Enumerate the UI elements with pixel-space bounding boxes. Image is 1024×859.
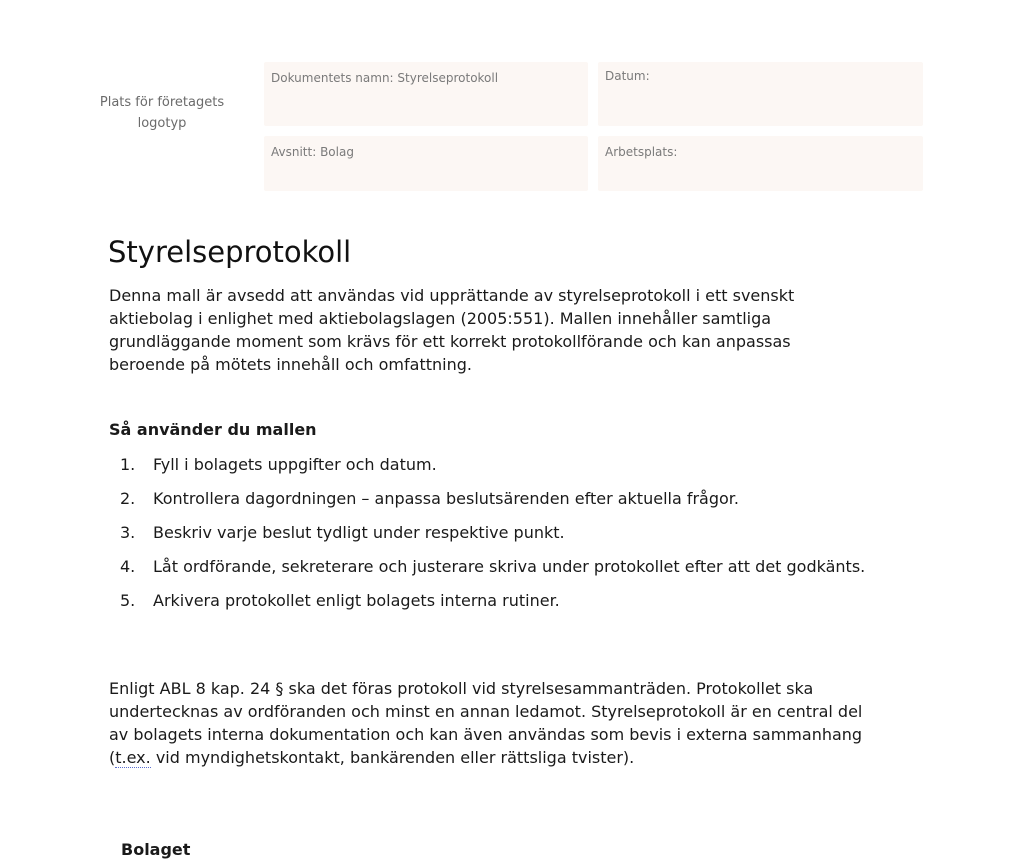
list-item-number: 2.: [120, 489, 136, 508]
howto-heading: Så använder du mallen: [109, 420, 317, 439]
page-title: Styrelseprotokoll: [108, 235, 352, 269]
date-field[interactable]: [598, 62, 923, 126]
list-item: [109, 521, 869, 544]
list-item: [109, 589, 869, 612]
company-section-heading: Bolaget: [121, 840, 191, 859]
law-paragraph: [109, 677, 879, 769]
date-label: Datum:: [605, 69, 650, 83]
list-item-text: Låt ordförande, sekreterare och justerare skriva under protokollet efter att det godkänts.: [153, 557, 866, 576]
list-item-number: 3.: [120, 523, 136, 542]
list-item-text: Kontrollera dagordningen – anpassa beslutsärenden efter aktuella frågor.: [153, 489, 739, 508]
logo-placeholder-line-1: Plats för företagets: [99, 95, 225, 110]
list-item-text: Beskriv varje beslut tydligt under respektive punkt.: [153, 523, 565, 542]
logo-placeholder: [90, 92, 234, 134]
intro-paragraph: Denna mall är avsedd att användas vid upprättande av styrelseprotokoll i ett svenskt aktiebolag i enlighet med aktiebolagslagen (2005:551). Mallen innehåller samtliga grundläggande moment som krävs för ett korrekt protokollförande och kan anpassas beroende på mötets innehåll och omfattning.: [109, 286, 795, 374]
workplace-field[interactable]: [598, 136, 923, 191]
law-text-part-2: vid myndighetskontakt, bankärenden eller rättsliga tvister).: [150, 748, 635, 767]
list-item-number: 5.: [120, 591, 136, 610]
list-item-number: 1.: [120, 455, 136, 474]
list-item: [109, 487, 869, 510]
workplace-label: Arbetsplats:: [605, 145, 678, 159]
list-item-text: Arkivera protokollet enligt bolagets interna rutiner.: [153, 591, 560, 610]
list-item-number: 4.: [120, 557, 136, 576]
section-label: Avsnitt: Bolag: [271, 145, 354, 159]
document-name-field[interactable]: [264, 62, 588, 126]
document-name-label: Dokumentets namn: Styrelseprotokoll: [271, 71, 499, 85]
list-item: [109, 555, 869, 578]
abbreviation-underlined: t.ex.: [115, 748, 151, 767]
law-text-part-1: Enligt ABL 8 kap. 24 § ska det föras protokoll vid styrelsesammanträden. Protokollet ska undertecknas av ordföranden och minst en annan ledamot. Styrelseprotokoll är en central del av bolagets interna dokumentation och kan även användas som bevis i externa sammanhang (: [109, 679, 863, 767]
list-item: [109, 453, 869, 476]
section-field[interactable]: [264, 136, 588, 191]
list-item-text: Fyll i bolagets uppgifter och datum.: [153, 455, 437, 474]
logo-placeholder-line-2: logotyp: [137, 116, 187, 131]
steps-list: [109, 453, 869, 623]
